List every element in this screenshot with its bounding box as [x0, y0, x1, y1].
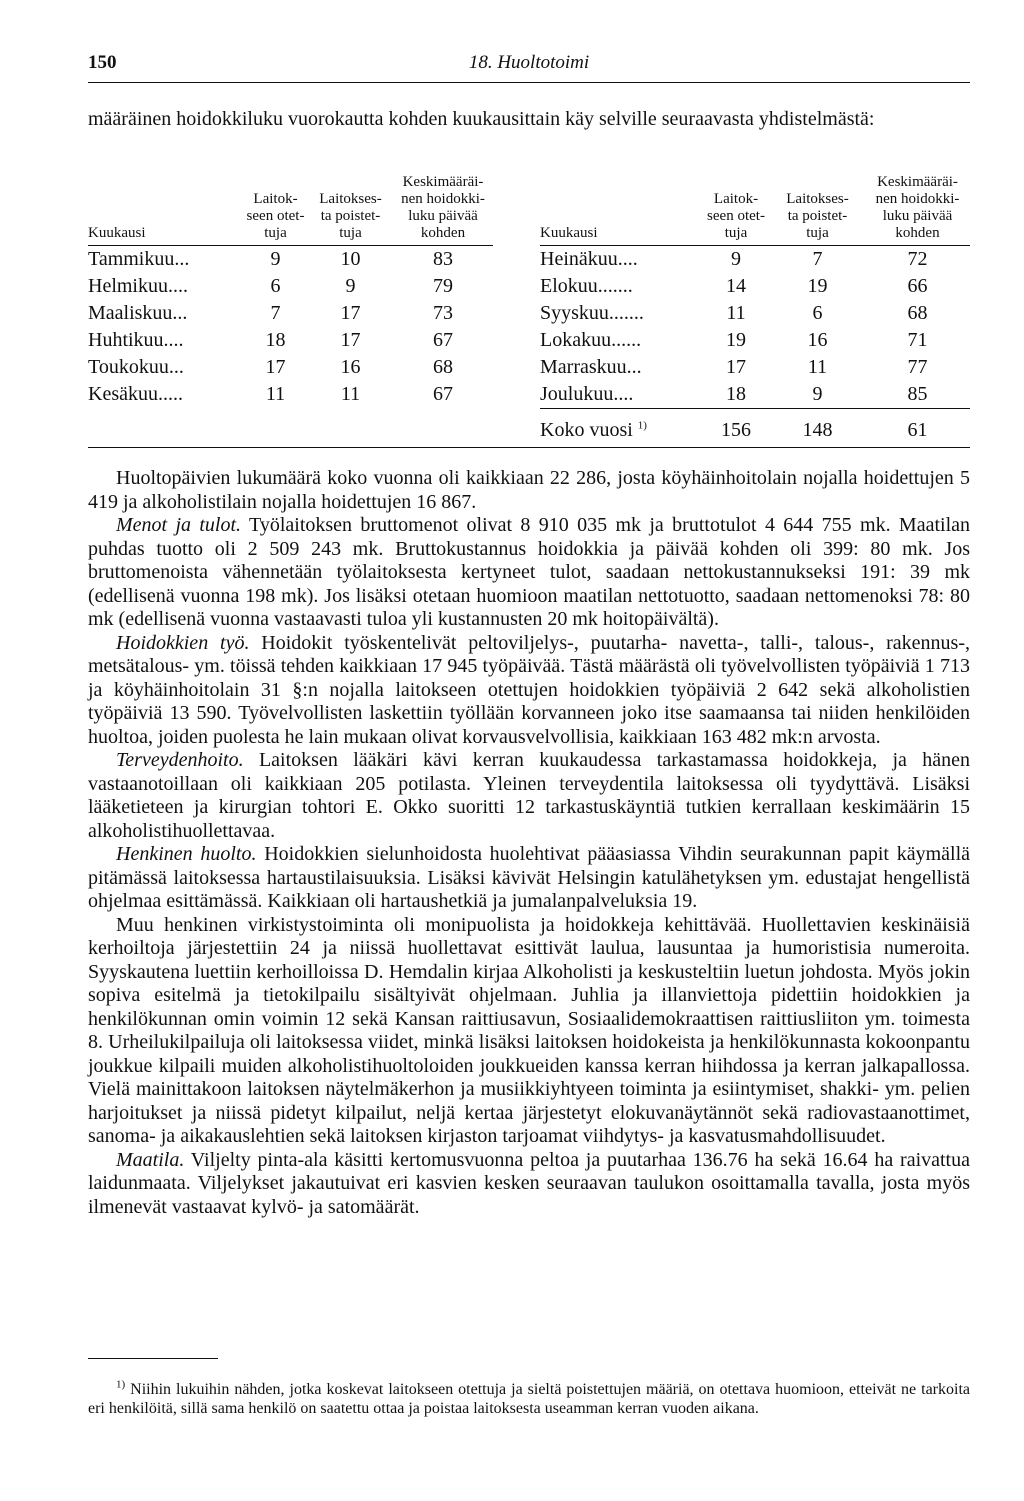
total-admitted-cell: 156	[721, 419, 751, 441]
table-row	[88, 381, 493, 408]
admitted-cell: 14	[726, 275, 746, 297]
admitted-cell: 11	[726, 302, 746, 324]
admitted-cell: 19	[726, 329, 746, 351]
average-cell: 67	[433, 383, 453, 405]
admitted-cell: 7	[270, 302, 281, 324]
table-row	[540, 300, 970, 327]
month-cell: Helmikuu....	[88, 275, 188, 297]
footnote: $^{1)}$ Niihin lukuihin nähden, jotka koskevat laitokseen otettuja ja sieltä poistettujen määriä, on otettava huomioon, etteivät ne tarkoita eri henkilöitä, sillä sama henkilö on saatettu ottaa ja poistaa laitoksesta useamman kerran vuoden aikana.	[88, 1378, 971, 1417]
paragraph-recreation: Muu henkinen virkistystoiminta oli monipuolista ja hoidokkeja kehittävää. Huollettavien keskinäisiä kerhoiltoja järjestettiin 24 ja niissä huollettavat esittivät laulua, lausuntaa ja humoristisia numeroita. Syyskautena luettiin kerhoilloissa D. Hemdalin kirjaa Alkoholisti ja keskusteltiin luetun johdosta. Myös jokin sopiva esitelmä ja tietokilpailu sisältyivät ohjelmaan. Juhlia ja illanviettoja pidettiin hoidokkien ja henkilökunnan omin voimin 12 sekä Kansan raittiusavun, Sosiaalidemokraattisen raittiusliiton ym. toimesta 8. Urheilukilpailuja oli laitoksessa viidet, minkä lisäksi laitoksen hoidokeista ja henkilökunnasta kokoonpantu joukkue kilpaili muiden alkoholistihuoltoloiden joukkueiden kanssa kerran hiihdossa ja kerran jalkapallossa. Vielä mainittakoon laitoksen näytelmäkerhon ja musiikkiyhtyeen toiminta ja esiintymiset, shakki- ym. pelien harjoitukset ja niissä pidetyt kilpailut, neljä kertaa järjestetyt elokuvanäytännöt sekä radiovastaanottimet, sanoma- ja aikakauslehtien sekä laitoksen kirjaston tarjoamat viihdytys- ja kasvatusmahdollisuudet.	[88, 913, 970, 1147]
admitted-cell: 11	[265, 383, 286, 405]
section-heading: Hoidokkien työ.	[116, 631, 250, 654]
admitted-cell: 18	[265, 329, 286, 351]
month-cell: Joulukuu....	[540, 383, 634, 405]
discharged-cell: 9	[812, 383, 823, 405]
table-row	[88, 246, 493, 274]
average-cell: 66	[907, 275, 928, 297]
col-header-discharged: Laitokses- ta poistet- tuja	[786, 191, 849, 241]
total-label-cell: Koko vuosi $^{1)}$	[540, 419, 647, 441]
body-text	[88, 467, 970, 1219]
monthly-statistics	[88, 174, 970, 441]
table-row	[88, 327, 493, 354]
month-cell: Marraskuu...	[540, 356, 642, 378]
average-cell: 72	[907, 248, 928, 270]
total-discharged-cell: 148	[802, 419, 833, 441]
paragraph-work: Hoidokkien työ. Hoidokit työskentelivät peltoviljelys-, puutarha- navetta-, talli-, talous-, rakennus-, metsätalous- ym. töissä tehden kaikkiaan 17 945 työpäivää. Tästä määrästä oli työvelvollisten työpäiviä 1 713 ja köyhäinhoitolain 31 §:n nojalla laitokseen otettujen hoidokkien työpäiviä 2 642 sekä alkoholistien työpäiviä 13 590. Työvelvollisten laskettiin työllään korvanneen joko itse saamaansa tai niiden henkilöiden huoltoa, joiden puolesta he lain mukaan olivat korvausvelvollisia, kaikkiaan 163 482 mk:n arvosta.	[88, 631, 971, 748]
admitted-cell: 17	[726, 356, 746, 378]
col-header-admitted: Laitok- seen otet- tuja	[707, 191, 765, 241]
col-header-average: Keskimääräi- nen hoidokki- luku päivää kohden	[875, 174, 960, 241]
month-cell: Tammikuu...	[88, 248, 190, 270]
discharged-cell: 10	[340, 248, 361, 270]
table-row	[88, 300, 493, 327]
col-header-admitted: Laitok- seen otet- tuja	[246, 191, 305, 241]
table-row	[88, 354, 493, 381]
admitted-cell: 9	[731, 248, 741, 270]
month-cell: Heinäkuu....	[540, 248, 638, 270]
table-header-row	[540, 174, 970, 246]
table-row	[540, 354, 970, 381]
table-row	[88, 273, 493, 300]
section-heading: Terveydenhoito.	[116, 749, 244, 771]
table-first-half-year	[88, 174, 493, 408]
average-cell: 67	[433, 329, 453, 351]
month-cell: Syyskuu.......	[540, 302, 644, 324]
month-cell: Elokuu.......	[540, 275, 633, 297]
month-cell: Maaliskuu...	[88, 302, 188, 324]
month-cell: Toukokuu...	[88, 356, 184, 378]
discharged-cell: 16	[807, 329, 828, 351]
page-number: 150	[88, 52, 117, 73]
average-cell: 73	[433, 302, 453, 324]
intro-paragraph: määräinen hoidokkiluku vuorokautta kohden kuukausittain käy selville seuraavasta yhdistelmästä:	[88, 108, 875, 130]
col-header-average: Keskimääräi- nen hoidokki- luku päivää kohden	[401, 174, 485, 241]
footnote-marker: 1)	[637, 419, 647, 432]
paragraph-care-days: Huoltopäivien lukumäärä koko vuonna oli kaikkiaan 22 286, josta köyhäinhoitolain nojalla hoidettujen 5 419 ja alkoholistilain nojalla hoidettujen 16 867.	[88, 467, 970, 513]
table-second-half-year	[540, 174, 970, 444]
col-header-discharged: Laitokses- ta poistet- tuja	[319, 191, 382, 241]
table-separator-rule	[88, 447, 970, 448]
table-header-row	[88, 174, 493, 246]
section-heading: Maatila.	[116, 1148, 185, 1171]
admitted-cell: 9	[270, 248, 281, 270]
discharged-cell: 16	[340, 356, 361, 378]
discharged-cell: 6	[812, 302, 823, 324]
average-cell: 68	[433, 356, 453, 378]
average-cell: 83	[433, 248, 453, 270]
paragraph-expenses: Menot ja tulot. Työlaitoksen bruttomenot olivat 8 910 035 mk ja bruttotulot 4 644 755 mk. Maatilan puhdas tuotto oli 2 509 243 mk. Bruttokustannus hoidokkia ja päivää kohden oli 399: 80 mk. Jos bruttomenoista vähennetään työlaitoksesta kertyneet tulot, saadaan nettokustannukseksi 191: 39 mk (edellisenä vuonna 198 mk). Jos lisäksi otetaan huomioon maatilan nettotuotto, saadaan nettomenoksi 78: 80 mk (edellisenä vuonna vastaavasti tuloa yli kustannusten 20 mk hoitopäivältä).	[88, 514, 971, 630]
col-header-month: Kuukausi	[540, 225, 598, 241]
discharged-cell: 11	[340, 383, 361, 405]
discharged-cell: 19	[807, 275, 828, 297]
discharged-cell: 9	[345, 275, 356, 297]
average-cell: 77	[907, 356, 928, 378]
admitted-cell: 18	[726, 383, 746, 405]
table-row	[540, 327, 970, 354]
footnote-marker: 1)	[116, 1378, 126, 1391]
page-header	[88, 52, 970, 82]
month-cell: Kesäkuu.....	[88, 383, 183, 405]
paragraph-farm: Maatila. Viljelty pinta-ala käsitti kertomusvuonna peltoa ja puutarhaa 136.76 ha sekä 16.64 ha raivattua laidunmaata. Viljelykset jakautuivat eri kasvien kesken seuraavan taulukon osoittamalla tavalla, josta myös ilmenevät vastaavat kylvö- ja satomäärät.	[88, 1148, 970, 1218]
footnote-rule	[88, 1358, 218, 1359]
admitted-cell: 17	[265, 356, 286, 378]
admitted-cell: 6	[270, 275, 281, 297]
total-average-cell: 61	[907, 419, 928, 441]
average-cell: 85	[907, 383, 928, 405]
discharged-cell: 17	[340, 302, 361, 324]
table-total-row	[540, 409, 970, 445]
average-cell: 79	[433, 275, 453, 297]
month-cell: Lokakuu......	[540, 329, 642, 351]
discharged-cell: 7	[812, 248, 823, 270]
average-cell: 71	[907, 329, 928, 351]
table-row	[540, 246, 970, 274]
discharged-cell: 11	[807, 356, 828, 378]
table-row	[540, 381, 970, 409]
section-heading: Menot ja tulot.	[116, 514, 242, 536]
paragraph-spiritual-care: Henkinen huolto. Hoidokkien sielunhoidosta huolehtivat pääasiassa Vihdin seurakunnan papit käymällä pitämässä laitoksessa hartaustilaisuuksia. Lisäksi kävivät Helsingin katulähetyksen ym. edustajat hengellistä ohjelmaa esittämässä. Kaikkiaan oli hartaushetkiä ja jumalanpalveluksia 19.	[88, 843, 970, 912]
col-header-month: Kuukausi	[88, 225, 146, 241]
month-cell: Huhtikuu....	[88, 329, 184, 351]
running-title: 18. Huoltotoimi	[468, 52, 590, 73]
header-rule	[88, 82, 970, 83]
discharged-cell: 17	[340, 329, 361, 351]
paragraph-health: Terveydenhoito. Laitoksen lääkäri kävi kerran kuukaudessa tarkastamassa hoidokkeja, ja hänen vastaanotoillaan oli kaikkiaan 205 potilasta. Yleinen terveydentila laitoksessa oli tyydyttävä. Lisäksi lääketieteen ja kirurgian tohtori E. Okko suoritti 12 tarkastuskäyntiä tutkien kerrallaan keskimäärin 15 alkoholistihuollettavaa.	[88, 749, 970, 842]
table-row	[540, 273, 970, 300]
section-heading: Henkinen huolto.	[116, 843, 257, 865]
average-cell: 68	[907, 302, 928, 324]
